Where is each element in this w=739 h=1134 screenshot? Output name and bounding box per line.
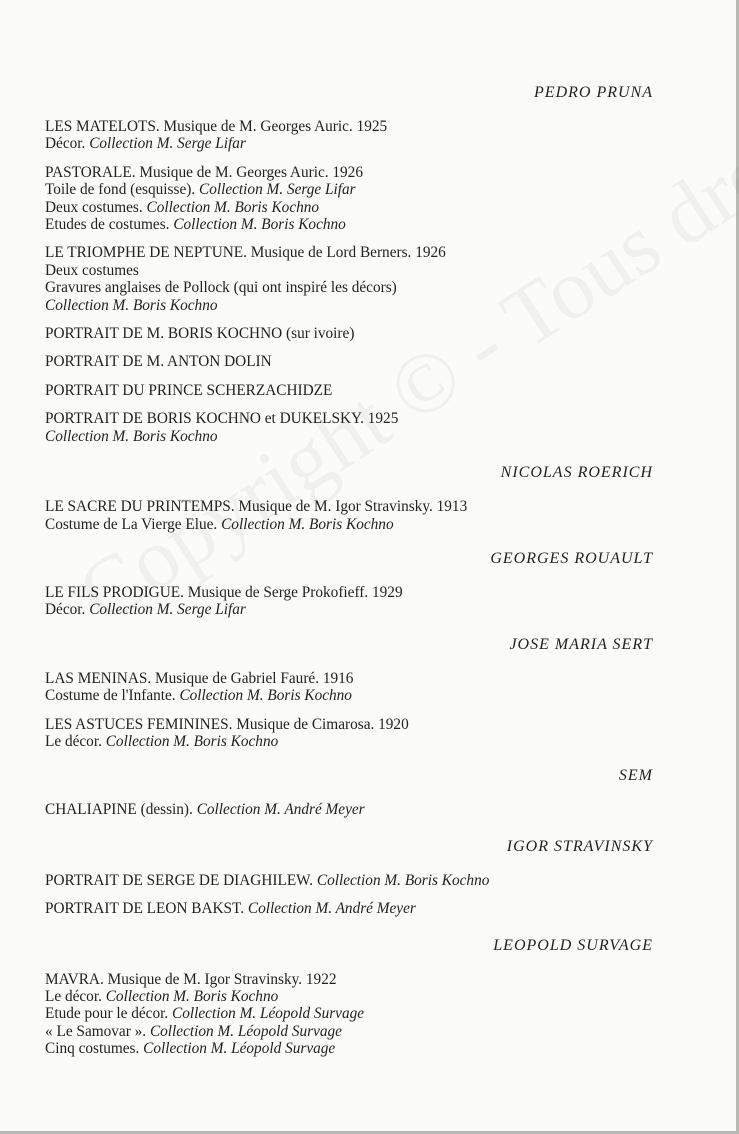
collection-credit: Collection M. Léopold Survage — [143, 1040, 336, 1058]
entry-line — [45, 801, 653, 818]
entry-line — [45, 135, 653, 152]
catalog-entry — [45, 244, 653, 314]
artist-heading: SEM — [618, 767, 653, 785]
artist-heading: JOSE MARIA SERT — [509, 635, 653, 653]
collection-credit: Collection M. Léopold Survage — [172, 1005, 365, 1023]
entry-text: Deux costumes — [45, 261, 139, 279]
entry-text: PORTRAIT DE M. ANTON DOLIN — [45, 353, 272, 371]
entry-line — [45, 687, 653, 704]
entry-text: Costume de l'Infante. — [45, 687, 180, 705]
entry-text: PASTORALE. Musique de M. Georges Auric. 1926 — [45, 163, 363, 181]
collection-credit: Collection M. Boris Kochno — [146, 198, 320, 216]
artist-section — [45, 636, 653, 751]
entry-line — [45, 216, 653, 233]
collection-credit: Collection M. Boris Kochno — [316, 871, 490, 889]
entry-text: LE TRIOMPHE DE NEPTUNE. Musique de Lord Berners. 1926 — [45, 244, 446, 262]
artist-heading: NICOLAS ROERICH — [500, 464, 653, 482]
artist-section — [45, 84, 653, 445]
catalog-entry — [45, 410, 653, 445]
entry-text: PORTRAIT DE LEON BAKST. — [45, 900, 248, 918]
entry-text: MAVRA. Musique de M. Igor Stravinsky. 1922 — [45, 970, 337, 988]
entry-text: Cinq costumes. — [45, 1040, 144, 1058]
entry-text: LE SACRE DU PRINTEMPS. Musique de M. Igor Stravinsky. 1913 — [45, 498, 468, 516]
entry-text: PORTRAIT DU PRINCE SCHERZACHIDZE — [45, 381, 333, 399]
catalog-entry — [45, 118, 653, 153]
entry-text: CHALIAPINE (dessin). — [45, 801, 197, 819]
entry-text: Costume de La Vierge Elue. — [45, 515, 222, 533]
entry-text: Décor. — [45, 135, 90, 153]
entry-line — [45, 584, 653, 601]
entry-line — [45, 118, 653, 135]
entry-line — [45, 872, 653, 889]
artist-section — [45, 838, 653, 918]
entry-line — [45, 428, 653, 445]
catalog-entry — [45, 353, 653, 370]
catalog-entry — [45, 498, 653, 533]
entry-text: Etudes de costumes. — [45, 216, 174, 234]
artist-section — [45, 464, 653, 533]
entry-text: PORTRAIT DE BORIS KOCHNO et DUKELSKY. 1925 — [45, 410, 399, 428]
catalog-entry — [45, 801, 653, 818]
artist-heading: PEDRO PRUNA — [534, 84, 653, 101]
entry-line — [45, 262, 653, 279]
catalog-entry — [45, 971, 653, 1058]
entry-line — [45, 988, 653, 1005]
entry-text: LE FILS PRODIGUE. Musique de Serge Prokofieff. 1929 — [45, 583, 403, 601]
entry-text: Etude pour le décor. — [45, 1005, 173, 1023]
entry-line — [45, 297, 653, 314]
entry-text: Toile de fond (esquisse). — [45, 181, 199, 199]
entry-line — [45, 900, 653, 917]
entry-text: LAS MENINAS. Musique de Gabriel Fauré. 1916 — [45, 669, 354, 687]
entry-text: Le décor. — [45, 987, 106, 1005]
entry-line — [45, 716, 653, 733]
entry-text: LES MATELOTS. Musique de M. Georges Auric. 1925 — [45, 118, 388, 135]
entry-line — [45, 181, 653, 198]
entry-text: Deux costumes. — [45, 198, 147, 216]
entry-text: Gravures anglaises de Pollock (qui ont inspiré les décors) — [45, 279, 397, 297]
entry-text: LES ASTUCES FEMININES. Musique de Cimarosa. 1920 — [45, 715, 409, 733]
entry-line — [45, 164, 653, 181]
catalog-content — [45, 84, 653, 1058]
artist-section — [45, 767, 653, 818]
catalog-entry — [45, 872, 653, 889]
entry-line — [45, 353, 653, 370]
entry-text: PORTRAIT DE M. BORIS KOCHNO (sur ivoire) — [45, 325, 355, 343]
entry-line — [45, 325, 653, 342]
catalog-entry — [45, 584, 653, 619]
catalog-entry — [45, 382, 653, 399]
catalog-entry — [45, 716, 653, 751]
catalog-entry — [45, 325, 653, 342]
collection-credit: Collection M. Boris Kochno — [105, 987, 279, 1005]
entry-text: Décor. — [45, 601, 90, 619]
collection-credit: Collection M. Boris Kochno — [45, 296, 218, 314]
entry-line — [45, 516, 653, 533]
entry-line — [45, 733, 653, 750]
catalog-entry — [45, 670, 653, 705]
collection-credit: Collection M. André Meyer — [247, 900, 416, 918]
catalog-entry — [45, 164, 653, 234]
artist-heading: LEOPOLD SURVAGE — [493, 936, 653, 954]
artist-section — [45, 550, 653, 619]
entry-line — [45, 279, 653, 296]
entry-line — [45, 410, 653, 427]
collection-credit: Collection M. Boris Kochno — [105, 732, 279, 750]
entry-line — [45, 601, 653, 618]
entry-line — [45, 1023, 653, 1040]
entry-line — [45, 1040, 653, 1057]
collection-credit: Collection M. Boris Kochno — [221, 515, 394, 533]
artist-heading: IGOR STRAVINSKY — [506, 837, 653, 855]
entry-line — [45, 199, 653, 216]
collection-credit: Collection M. Boris Kochno — [173, 216, 346, 234]
entry-text: PORTRAIT DE SERGE DE DIAGHILEW. — [45, 871, 317, 889]
collection-credit: Collection M. Serge Lifar — [89, 135, 246, 153]
entry-line — [45, 670, 653, 687]
catalog-entry — [45, 900, 653, 917]
entry-text: Le décor. — [45, 732, 106, 750]
artist-heading: GEORGES ROUAULT — [490, 549, 653, 567]
collection-credit: Collection M. Léopold Survage — [149, 1022, 342, 1040]
collection-credit: Collection M. Serge Lifar — [89, 601, 246, 619]
entry-line — [45, 244, 653, 261]
entry-text: « Le Samovar ». — [45, 1022, 150, 1040]
artist-section — [45, 937, 653, 1058]
collection-credit: Collection M. André Meyer — [196, 801, 365, 819]
entry-line — [45, 971, 653, 988]
collection-credit: Collection M. Boris Kochno — [45, 427, 218, 445]
entry-line — [45, 382, 653, 399]
collection-credit: Collection M. Boris Kochno — [179, 687, 352, 705]
entry-line — [45, 1005, 653, 1022]
entry-line — [45, 498, 653, 515]
collection-credit: Collection M. Serge Lifar — [199, 181, 356, 199]
